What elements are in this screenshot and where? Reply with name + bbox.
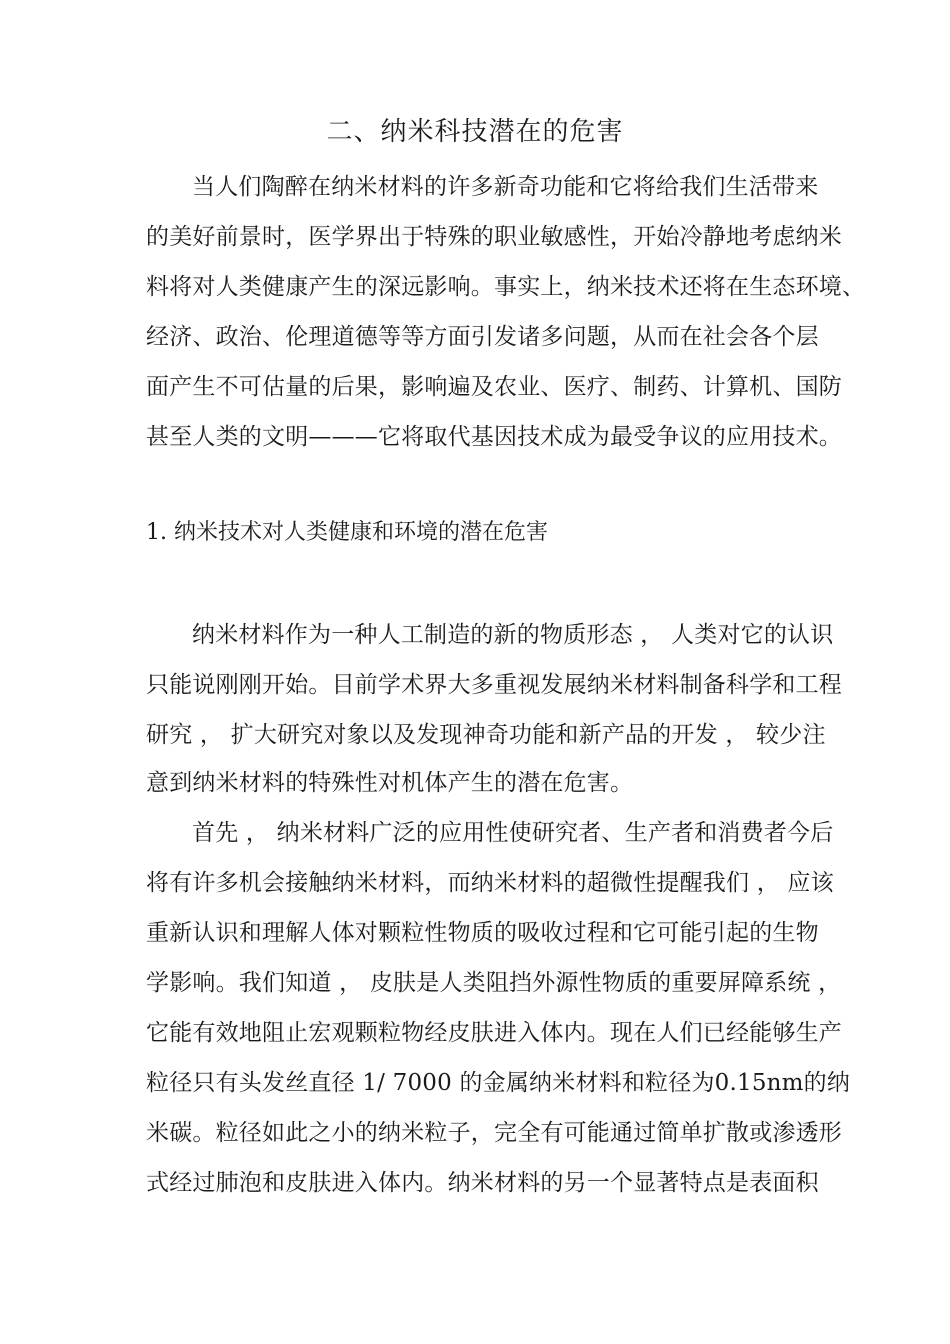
paragraph-line: 料将对人类健康产生的深远影响。事实上，纳米技术还将在生态环境、 (146, 274, 866, 300)
paragraph-line: 式经过肺泡和皮肤进入体内。纳米材料的另一个显著特点是表面积 (146, 1170, 819, 1196)
paragraph-line: 只能说刚刚开始。目前学术界大多重视发展纳米材料制备科学和工程 (146, 672, 842, 698)
paragraph-line: 重新认识和理解人体对颗粒性物质的吸收过程和它可能引起的生物 (146, 920, 819, 946)
paragraph-line: 纳米材料作为一种人工制造的新的物质形态 ， 人类对它的认识 (192, 622, 834, 648)
paragraph-line: 粒径只有头发丝直径 1/ 7000 的金属纳米材料和粒径为0.15nm的纳 (146, 1070, 851, 1096)
paragraph-line: 当人们陶醉在纳米材料的许多新奇功能和它将给我们生活带来 (192, 174, 819, 200)
paragraph-line: 它能有效地阻止宏观颗粒物经皮肤进入体内。现在人们已经能够生产 (146, 1020, 842, 1046)
paragraph-line: 首先 ， 纳米材料广泛的应用性使研究者、生产者和消费者今后 (192, 820, 834, 846)
paragraph-line: 甚至人类的文明———它将取代基因技术成为最受争议的应用技术。 (146, 424, 842, 450)
paragraph-line: 面产生不可估量的后果，影响遍及农业、医疗、制药、计算机、国防 (146, 374, 842, 400)
paragraph-line: 意到纳米材料的特殊性对机体产生的潜在危害。 (146, 770, 634, 796)
section-heading: 1. 纳米技术对人类健康和环境的潜在危害 (146, 520, 548, 545)
paragraph-line: 经济、政治、伦理道德等等方面引发诸多问题，从而在社会各个层 (146, 324, 819, 350)
page-title: 二、纳米科技潜在的危害 (326, 117, 624, 147)
paragraph-line: 米碳。粒径如此之小的纳米粒子，完全有可能通过简单扩散或渗透形 (146, 1120, 842, 1146)
paragraph-line: 将有许多机会接触纳米材料，而纳米材料的超微性提醒我们 ， 应该 (146, 870, 834, 896)
paragraph-line: 学影响。我们知道 ， 皮肤是人类阻挡外源性物质的重要屏障系统 ， (146, 970, 842, 996)
paragraph-line: 研究 ， 扩大研究对象以及发现神奇功能和新产品的开发 ， 较少注 (146, 722, 826, 748)
paragraph-line: 的美好前景时，医学界出于特殊的职业敏感性，开始冷静地考虑纳米 (146, 224, 842, 250)
